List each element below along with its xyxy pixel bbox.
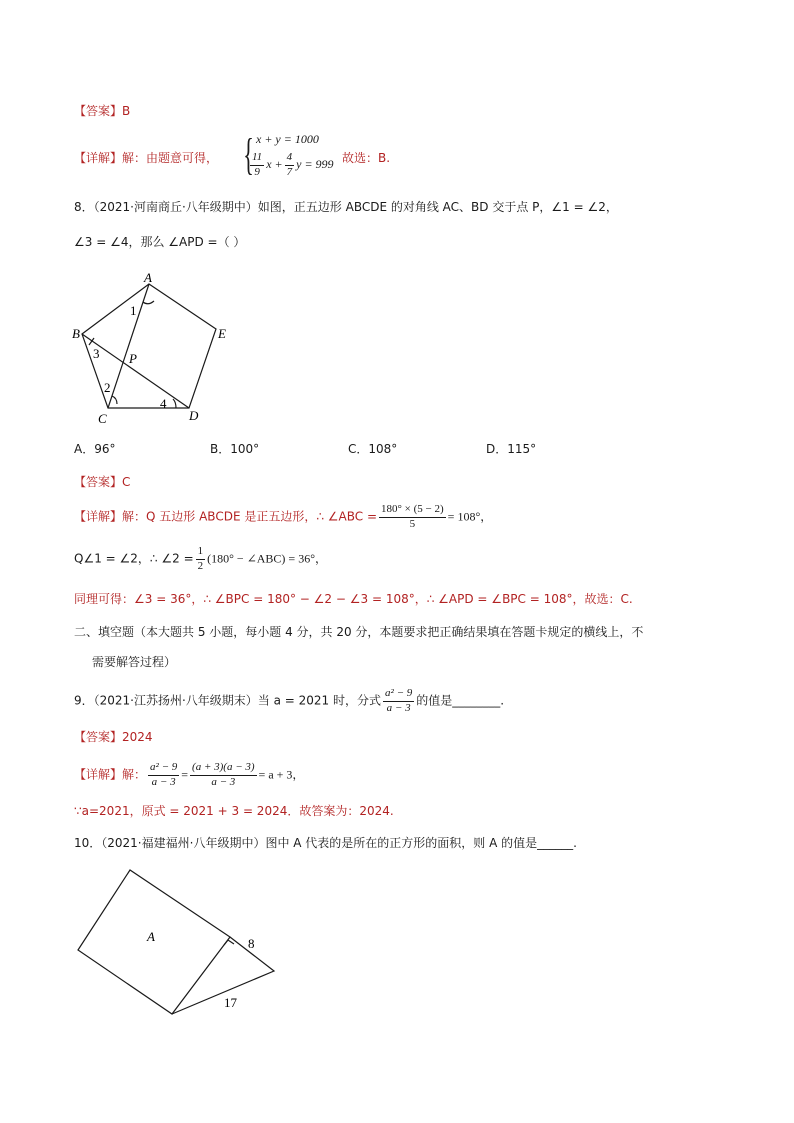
q10-stem: 10．（2021·福建福州·八年级期中）图中 A 代表的是所在的正方形的面积，则 A 的值是______. xyxy=(74,836,577,850)
q7-conclusion: 故选：B. xyxy=(342,151,391,165)
detail-tag: 【详解】 xyxy=(74,151,123,165)
brace-symbol: { xyxy=(243,130,254,179)
q8-detail-line1: 【详解】解：Q 五边形 ABCDE 是正五边形，∴ ∠ABC = $\frac{180^\circ \times (5 - 2)}{5}$ = 108°， xyxy=(74,503,493,530)
q9-detail-line1: 【详解】解： $\frac{\text{a² − 9}}{a - 3}$ = $\frac{(a + 3)(a - 3)}{a - 3}$ = a + 3， xyxy=(74,761,305,788)
answer-value: C xyxy=(122,475,131,489)
fraction-2: $\frac{(a + 3)(a - 3)}{a - 3}$ xyxy=(192,761,255,788)
fraction-11-9: $\frac{11}{9}$ xyxy=(252,151,263,178)
q8-stem-line1: 8．（2021·河南商丘·八年级期中）如图，正五边形 ABCDE 的对角线 AC、BD 交于点 P，∠1 = ∠2， xyxy=(74,200,618,214)
q8-detail-line2: Q∠1 = ∠2，∴ ∠2 = $\frac{1}{2}$ (180° − ∠ABC) = 36°， xyxy=(74,545,327,572)
q8-answer-line xyxy=(74,476,130,488)
label-angle-1: 1 xyxy=(130,303,137,318)
right-triangle xyxy=(172,937,274,1014)
angle-arc-4 xyxy=(173,399,176,408)
q9-answer-line xyxy=(74,731,153,743)
label-angle-2: 2 xyxy=(104,380,111,395)
fraction-stem: $\frac{\text{a² − 9}}{a - 3}$ xyxy=(385,687,413,714)
label-angle-3: 3 xyxy=(93,346,100,361)
detail-tag: 【详解】 xyxy=(74,509,123,524)
label-side-8: 8 xyxy=(248,936,255,951)
detail-intro: 解：由题意可得， xyxy=(122,151,219,165)
answer-value: B xyxy=(122,104,131,118)
pentagon-figure xyxy=(70,268,240,428)
label-B: B xyxy=(72,326,80,341)
label-D: D xyxy=(189,408,199,423)
fraction-abc: $\frac{180^\circ \times (5 - 2)}{5}$ xyxy=(381,503,444,530)
pentagon-outline xyxy=(82,284,216,408)
square-figure xyxy=(70,862,290,1022)
label-P: P xyxy=(129,351,137,366)
angle-arc-2 xyxy=(112,396,117,404)
q9-stem: 9．（2021·江苏扬州·八年级期末）当 a = 2021 时，分式 $\frac{\text{a² − 9}}{a - 3}$ 的值是________. xyxy=(74,687,505,714)
label-E: E xyxy=(218,326,226,341)
fraction-1: $\frac{\text{a² − 9}}{a - 3}$ xyxy=(150,761,178,788)
q7-answer-line xyxy=(74,105,130,117)
label-angle-4: 4 xyxy=(160,396,167,411)
q7-detail-line xyxy=(74,152,218,164)
detail-tag: 【详解】 xyxy=(74,767,123,782)
option-b: B．100° xyxy=(210,442,260,456)
answer-value: 2024 xyxy=(122,730,153,744)
q9-detail-line2: ∵a=2021，原式 = 2021 + 3 = 2024．故答案为：2024. xyxy=(74,804,394,818)
system-eq1: x + y = 1000 xyxy=(256,132,319,146)
fraction-half: $\frac{1}{2}$ xyxy=(197,545,204,572)
answer-tag: 【答案】 xyxy=(74,475,123,489)
option-d: D．115° xyxy=(486,442,537,456)
label-square-a: A xyxy=(147,929,155,944)
system-eq2: $\frac{11}{9}$ x + $\frac{4}{7}$ y = 999 xyxy=(252,151,334,178)
fraction-4-7: $\frac{4}{7}$ xyxy=(286,151,293,178)
right-angle-mark xyxy=(224,940,234,945)
label-A: A xyxy=(144,270,152,285)
label-C: C xyxy=(98,411,107,426)
answer-tag: 【答案】 xyxy=(74,104,123,118)
answer-tag: 【答案】 xyxy=(74,730,123,744)
option-a: A．96° xyxy=(74,442,116,456)
q8-detail-line3: 同理可得：∠3 = 36°，∴ ∠BPC = 180° − ∠2 − ∠3 = 108°，∴ ∠APD = ∠BPC = 108°，故选：C. xyxy=(74,592,633,606)
section2-heading-line1: 二、填空题（本大题共 5 小题，每小题 4 分，共 20 分，本题要求把正确结果填在答题卡规定的横线上，不 xyxy=(74,625,644,639)
option-c: C．108° xyxy=(348,442,398,456)
q8-stem-line2: ∠3 = ∠4，那么 ∠APD =（ ） xyxy=(74,235,246,249)
label-side-17: 17 xyxy=(224,995,237,1010)
section2-heading-line2: 需要解答过程） xyxy=(92,655,177,669)
angle-arc-1 xyxy=(143,301,154,304)
